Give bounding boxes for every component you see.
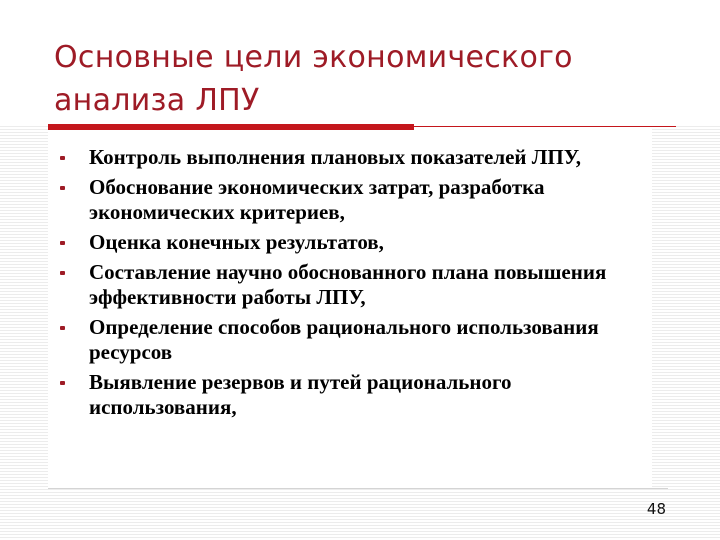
bullet-text: Оценка конечных результатов, [89, 230, 384, 254]
bullet-marker-icon [60, 271, 65, 275]
title-underline-thin [414, 126, 676, 127]
footer-divider [48, 488, 668, 489]
bullet-item-4 [50, 260, 660, 310]
bullet-text: Составление научно обоснованного плана повышения эффективности работы ЛПУ, [89, 260, 607, 309]
bullet-marker-icon [60, 156, 65, 160]
bullet-item-3 [50, 230, 660, 255]
bullet-text: Выявление резервов и путей рационального использования, [89, 370, 512, 419]
bullet-text: Контроль выполнения плановых показателей ЛПУ, [89, 145, 581, 169]
bullet-item-6 [50, 370, 660, 420]
bullet-item-1 [50, 145, 660, 170]
bullet-marker-icon [60, 381, 65, 385]
bullet-item-2 [50, 175, 660, 225]
bullet-list [50, 145, 660, 425]
bullet-marker-icon [60, 241, 65, 245]
bullet-text: Обоснование экономических затрат, разработка экономических критериев, [89, 175, 545, 224]
title-underline-thick [48, 124, 414, 130]
bullet-marker-icon [60, 186, 65, 190]
bullet-marker-icon [60, 326, 65, 330]
page-number: 48 [646, 500, 666, 518]
bullet-text: Определение способов рационального использования ресурсов [89, 315, 599, 364]
slide-title: Основные цели экономического анализа ЛПУ [54, 40, 573, 118]
bullet-item-5 [50, 315, 660, 365]
